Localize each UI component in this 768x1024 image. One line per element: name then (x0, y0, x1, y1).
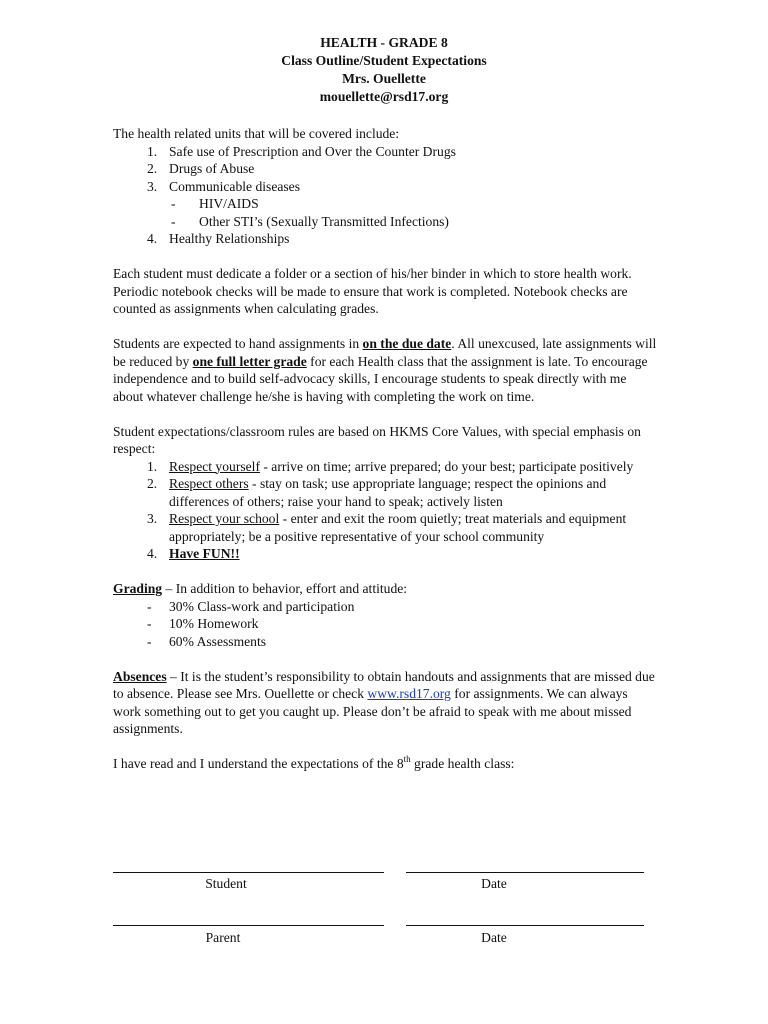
grading-heading: Grading – In addition to behavior, effort and attitude: (113, 581, 408, 596)
list-item: 2. Respect others - stay on task; use appropriate language; respect the opinions and differences of others; raise your hand to speak; actively listen (147, 476, 607, 509)
list-item: 3. Communicable diseases (147, 178, 300, 194)
list-item: 2. Drugs of Abuse (147, 161, 255, 176)
sub-list-item: - Other STI’s (Sexually Transmitted Infections) (171, 213, 449, 229)
list-item: - 60% Assessments (147, 633, 267, 649)
due-date-emphasis: on the due date (362, 336, 452, 351)
grading-list (113, 598, 658, 651)
letter-grade-emphasis: one full letter grade (192, 353, 307, 369)
parent-date-line[interactable] (406, 925, 644, 926)
sub-list-item: - HIV/AIDS (171, 196, 259, 211)
list-item: - 10% Homework (147, 616, 259, 631)
due-date-paragraph: Students are expected to hand assignments in on the due date. All unexcused, late assignments will be reduced by one full letter grade for each Health class that the assignment is late. To encourage independence and to build self-advocacy skills, I encourage students to speak directly with me about whatever challenge he/she is having with completing the work on time. (113, 336, 657, 404)
units-list (113, 143, 658, 248)
document-body (113, 125, 658, 773)
student-label: Student (205, 876, 247, 891)
teacher-email: mouellette@rsd17.org (319, 89, 449, 104)
rules-list (113, 458, 658, 563)
student-signature-line[interactable] (113, 872, 384, 873)
parent-label: Parent (205, 930, 241, 945)
list-item: 3. Respect your school - enter and exit the room quietly; treat materials and equipment appropriately; be a positive representative of your school community (147, 511, 627, 544)
district-website-link[interactable]: www.rsd17.org (367, 686, 451, 701)
list-item: 1. Safe use of Prescription and Over the Counter Drugs (147, 143, 456, 159)
folder-paragraph: Each student must dedicate a folder or a section of his/her binder in which to store health work. Periodic notebook checks will be made to ensure that work is completed. Notebook checks are counted as assignments when calculating grades. (113, 266, 632, 316)
list-item: 4. Healthy Relationships (147, 231, 290, 246)
parent-date-label: Date (481, 930, 507, 945)
list-item: 1. Respect yourself - arrive on time; arrive prepared; do your best; participate positively (147, 458, 634, 474)
page-subtitle: Class Outline/Student Expectations (281, 53, 487, 68)
list-item: - 30% Class-work and participation (147, 598, 355, 614)
absences-paragraph: Absences – It is the student’s responsibility to obtain handouts and assignments that are missed due to absence. Please see Mrs. Ouellette or check www.rsd17.org for assignments. We can always work something out to get you caught up. Please don’t be afraid to speak with me about missed assignments. (113, 668, 655, 736)
page-title: HEALTH - GRADE 8 (320, 35, 448, 50)
rules-intro: Student expectations/classroom rules are based on HKMS Core Values, with special emphasis on respect: (113, 423, 641, 456)
teacher-name: Mrs. Ouellette (342, 71, 426, 86)
parent-signature-line[interactable] (113, 925, 384, 926)
student-date-label: Date (481, 876, 507, 891)
document-header (0, 34, 768, 106)
acknowledgement: I have read and I understand the expectations of the 8th grade health class: (113, 754, 515, 771)
student-date-line[interactable] (406, 872, 644, 873)
list-item: 4. Have FUN!! (147, 546, 240, 561)
units-intro: The health related units that will be covered include: (113, 126, 400, 141)
